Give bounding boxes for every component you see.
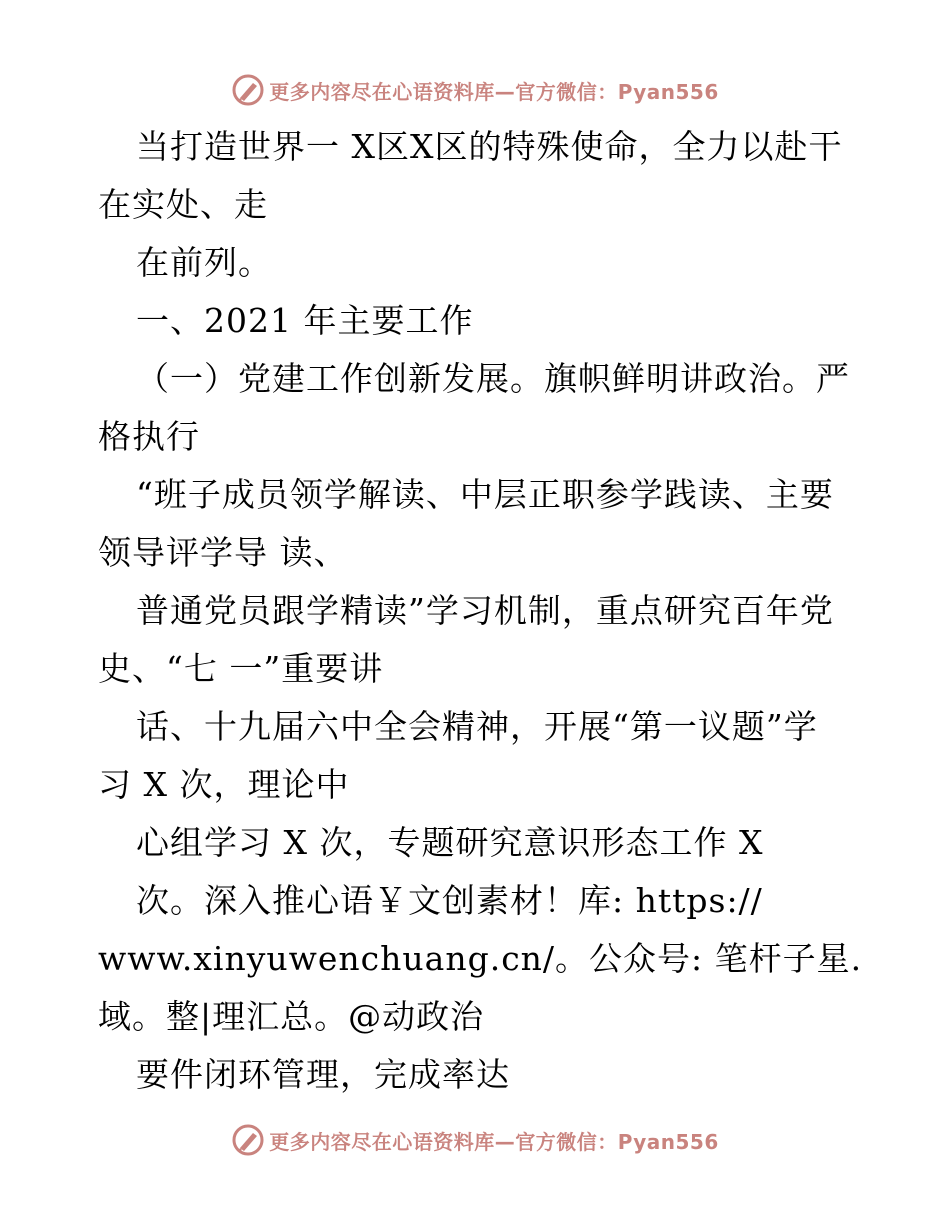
pen-logo-icon (231, 73, 265, 107)
text-line: “班子成员领学解读、中层正职参学践读、主要 (136, 475, 834, 514)
text-line: （一）党建工作创新发展。旗帜鲜明讲政治。严 (136, 359, 850, 398)
watermark-text: 更多内容尽在心语资料库—官方微信：Pyan556 (269, 79, 719, 104)
footer-watermark (0, 1120, 950, 1160)
text-line: 一、2021 年主要工作 (136, 301, 474, 340)
text-line: www.xinyuwenchuang.cn/。公众号: 笔杆子星. (98, 939, 863, 978)
text-line: 心组学习 X 次，专题研究意识形态工作 X (136, 823, 764, 862)
text-line: 次。深入推心语￥文创素材！库: https:// (136, 881, 763, 920)
document-body (98, 118, 863, 1104)
header-watermark (0, 70, 950, 110)
text-line: 在实处、走 (98, 185, 268, 224)
text-line: 域。整|理汇总。@动政治 (98, 997, 485, 1036)
text-line: 习 X 次，理论中 (98, 765, 350, 804)
text-line: 格执行 (98, 417, 200, 456)
text-line: 领导评学导 读、 (98, 533, 348, 572)
text-line: 当打造世界一 X区X区的特殊使命，全力以赴干 (136, 127, 843, 166)
text-line: 在前列。 (136, 243, 272, 282)
pen-logo-icon (231, 1123, 265, 1157)
text-line: 要件闭环管理，完成率达 (136, 1055, 510, 1094)
text-line: 史、“七 一”重要讲 (98, 649, 384, 688)
watermark-text: 更多内容尽在心语资料库—官方微信：Pyan556 (269, 1129, 719, 1154)
text-line: 普通党员跟学精读”学习机制，重点研究百年党 (136, 591, 834, 630)
text-line: 话、十九届六中全会精神，开展“第一议题”学 (136, 707, 818, 746)
